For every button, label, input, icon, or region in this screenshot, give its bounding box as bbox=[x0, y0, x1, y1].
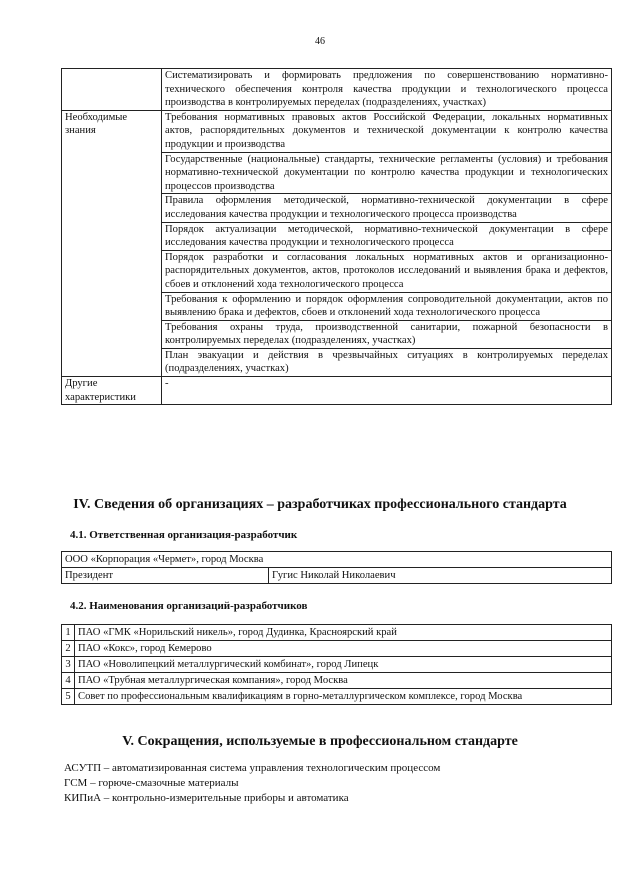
competency-row-text: Требования к оформлению и порядок оформления сопроводительной документации, актов по выявлению брака и дефектов, сбоев и отклонений хода технологического процесса bbox=[162, 292, 612, 320]
competency-row-text: Требования нормативных правовых актов Российской Федерации, локальных нормативных актов, распорядительных документов и технической документации к контролю качества продукции и производства bbox=[162, 110, 612, 152]
developer-number: 1 bbox=[62, 625, 75, 641]
subsection-4-1-title: 4.1. Ответственная организация-разработчик bbox=[70, 529, 298, 541]
competency-table-body bbox=[62, 69, 612, 405]
competency-row-text: Государственные (национальные) стандарты, технические регламенты (условия) и требования нормативно-технической документации по контролю качества продукции и технологических процессов производства bbox=[162, 152, 612, 194]
abbreviations-list bbox=[64, 761, 440, 806]
competency-row bbox=[62, 377, 612, 405]
developer-number: 2 bbox=[62, 641, 75, 657]
developer-row bbox=[62, 641, 612, 657]
section-5-title: V. Сокращения, используемые в профессиональном стандарте bbox=[122, 734, 518, 749]
abbreviation-item: АСУТП – автоматизированная система управления технологическим процессом bbox=[64, 762, 441, 774]
competency-row-text: План эвакуации и действия в чрезвычайных ситуациях в контролируемых переделах (подразделениях, участках) bbox=[162, 348, 612, 376]
organization-name: ООО «Корпорация «Чермет», город Москва bbox=[62, 552, 612, 568]
section-4-title: IV. Сведения об организациях – разработчиках профессионального стандарта bbox=[73, 497, 567, 512]
signatory-role: Президент bbox=[62, 568, 269, 584]
subsection-4-2-title: 4.2. Наименования организаций-разработчиков bbox=[70, 600, 308, 612]
competency-row-text: Систематизировать и формировать предложения по совершенствованию нормативно-технического обеспечения контроля качества продукции и технологического процесса производства в контролируемых переделах (подразделениях, участках) bbox=[162, 69, 612, 111]
competency-row-label: Другие характеристики bbox=[62, 377, 162, 405]
developer-name: ПАО «Новолипецкий металлургический комбинат», город Липецк bbox=[75, 657, 612, 673]
developer-name: ПАО «Трубная металлургическая компания», город Москва bbox=[75, 673, 612, 689]
developers-table bbox=[61, 624, 612, 705]
competency-row bbox=[62, 110, 612, 152]
signatory-name: Гугис Николай Николаевич bbox=[269, 568, 612, 584]
developer-number: 3 bbox=[62, 657, 75, 673]
page-number: 46 bbox=[315, 36, 325, 47]
developers-table-body bbox=[62, 625, 612, 705]
competency-row-label bbox=[62, 69, 162, 111]
developer-row bbox=[62, 673, 612, 689]
developer-number: 5 bbox=[62, 689, 75, 705]
competency-table bbox=[61, 68, 612, 405]
developer-row bbox=[62, 689, 612, 705]
developer-name: Совет по профессиональным квалификациям в горно-металлургическом комплексе, город Москва bbox=[75, 689, 612, 705]
competency-row-label: Необходимые знания bbox=[62, 110, 162, 376]
abbreviation-item: ГСМ – горюче-смазочные материалы bbox=[64, 777, 239, 789]
competency-row-text: Порядок разработки и согласования локальных нормативных актов и организационно-распорядительных документов, актов, протоколов исследований и выявления брака и дефектов, сбоев и отклонений хода технологического процесса bbox=[162, 250, 612, 292]
competency-row-text: Требования охраны труда, производственной санитарии, пожарной безопасности в контролируемых переделах (подразделениях, участках) bbox=[162, 320, 612, 348]
competency-row bbox=[62, 69, 612, 111]
developer-row bbox=[62, 657, 612, 673]
developer-row bbox=[62, 625, 612, 641]
abbreviation-item: КИПиА – контрольно-измерительные приборы и автоматика bbox=[64, 792, 349, 804]
developer-name: ПАО «Кокс», город Кемерово bbox=[75, 641, 612, 657]
competency-row-text: Правила оформления методической, нормативно-технической документации в сфере исследования качества продукции и технологического процесса производства bbox=[162, 194, 612, 222]
organization-row bbox=[62, 552, 612, 568]
competency-row-text: - bbox=[162, 377, 612, 405]
signatory-row bbox=[62, 568, 612, 584]
developer-name: ПАО «ГМК «Норильский никель», город Дудинка, Красноярский край bbox=[75, 625, 612, 641]
competency-row-text: Порядок актуализации методической, нормативно-технической документации в сфере исследования качества продукции и технологического процесса bbox=[162, 222, 612, 250]
developer-number: 4 bbox=[62, 673, 75, 689]
responsible-organization-table bbox=[61, 551, 612, 584]
